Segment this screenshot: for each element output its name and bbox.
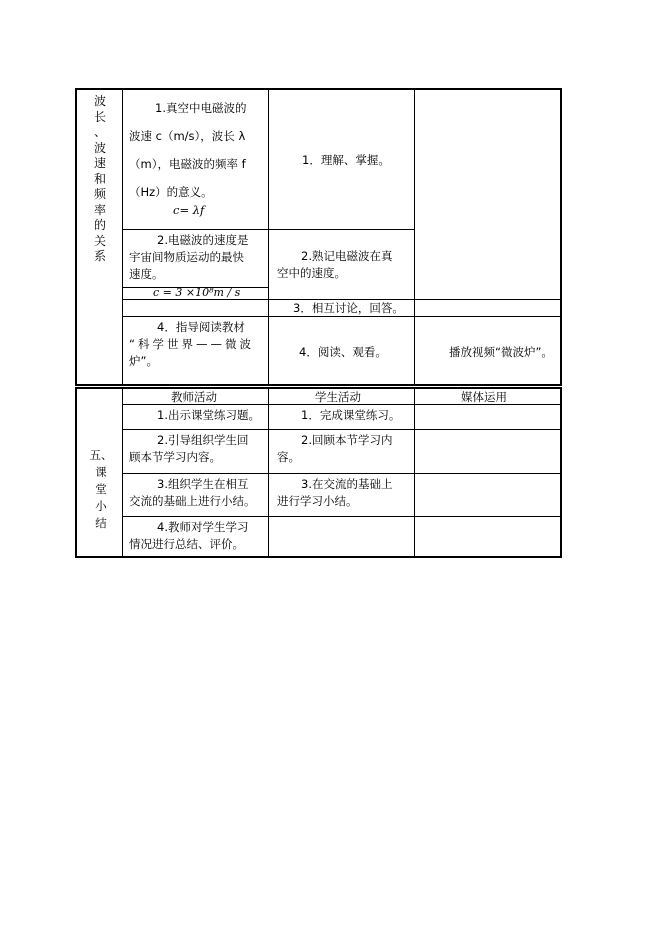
row4-teacher-activity: 4．指导阅读教材 “科学世界——微波 炉”。 (129, 320, 254, 368)
col-divider (414, 90, 415, 384)
summary-row2-student: 2.回顾本节学习内 容。 (277, 433, 393, 464)
lesson-table-section-5 (75, 387, 562, 558)
summary-row1-teacher: 1.出示课堂练习题。 (157, 408, 260, 422)
summary-row4-teacher: 4.教师对学生学习 情况进行总结、评价。 (129, 520, 249, 551)
category-label-wave-relation: 波 长 、 波 速 和 频 率 的 关 系 (93, 94, 106, 263)
row3-student-activity: 3．相互讨论，回答。 (293, 301, 404, 315)
row1-student-activity: 1．理解、掌握。 (302, 153, 390, 167)
row-divider (123, 429, 560, 430)
header-teacher-activity: 教师活动 (171, 390, 217, 404)
row-divider (123, 516, 560, 517)
summary-row3-student: 3.在交流的基础上 进行学习小结。 (277, 477, 393, 508)
row2-teacher-activity: 2.电磁波的速度是 宇宙间物质运动的最快 速度。 (129, 233, 249, 281)
row2-student-activity: 2.熟记电磁波在真 空中的速度。 (277, 249, 393, 280)
lesson-table-section-4 (75, 88, 562, 386)
summary-row2-teacher: 2.引导组织学生回 顾本节学习内容。 (129, 433, 249, 464)
row-divider (123, 229, 415, 230)
col-divider (122, 90, 123, 384)
row1-teacher-activity: 1.真空中电磁波的 波速 c（m/s），波长 λ （m），电磁波的频率 f （Hz）的意义。 (129, 101, 247, 199)
summary-row1-student: 1．完成课堂练习。 (301, 408, 401, 422)
formula-speed-of-light: c = 3 ×10⁸m / s (153, 286, 241, 299)
row4-media-usage: 播放视频“微波炉”。 (449, 345, 553, 359)
header-student-activity: 学生活动 (315, 390, 361, 404)
formula-c-lambda-f: c= λf (173, 203, 205, 217)
col-divider (268, 90, 269, 384)
row-divider (123, 473, 560, 474)
category-label-class-summary: 五、 课 堂 小 结 (89, 448, 113, 530)
summary-row3-teacher: 3.组织学生在相互 交流的基础上进行小结。 (129, 477, 256, 508)
row4-student-activity: 4．阅读、观看。 (299, 345, 387, 359)
header-media-usage: 媒体运用 (461, 390, 507, 404)
